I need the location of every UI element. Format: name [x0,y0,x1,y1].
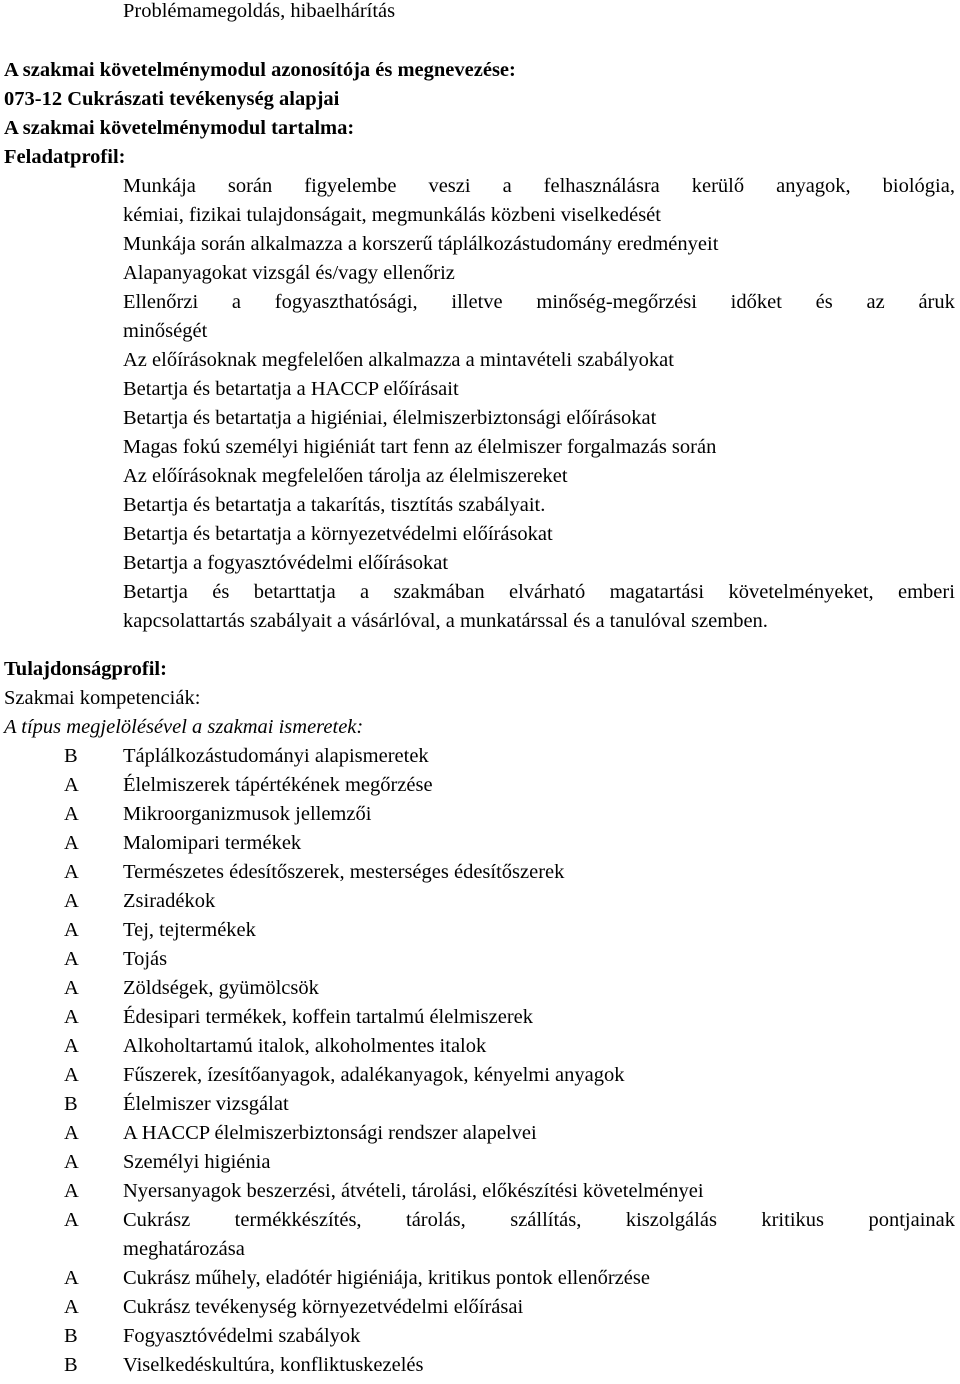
knowledge-type: A [64,1296,79,1318]
word: minőség-megőrzési [536,291,697,313]
property-profile-label: Tulajdonságprofil: [4,658,167,680]
word: az [866,291,885,313]
task-item: Az előírásoknak megfelelően tárolja az élelmiszereket [123,465,568,487]
word: Betartja [123,581,188,603]
task-item: Betartja és betartatja a higiéniai, élelmiszerbiztonsági előírásokat [123,407,657,429]
task-item: Magas fokú személyi higiéniát tart fenn az élelmiszer forgalmazás során [123,436,717,458]
task-item [123,288,955,317]
word: követelményeket, [728,581,874,603]
task-item: Betartja és betartatja a HACCP előírásait [123,378,459,400]
knowledge-type: A [64,861,79,883]
word: áruk [918,291,955,313]
word: termékkészítés, [234,1209,362,1231]
knowledge-type: A [64,1180,79,1202]
knowledge-item: A HACCP élelmiszerbiztonsági rendszer alapelvei [123,1122,537,1144]
knowledge-item: Táplálkozástudományi alapismeretek [123,745,429,767]
task-profile-label: Feladatprofil: [4,146,126,168]
knowledge-item: Mikroorganizmusok jellemzői [123,803,372,825]
knowledge-item: Zsiradékok [123,890,216,912]
knowledge-item: Nyersanyagok beszerzési, átvételi, tárolási, előkészítési követelményei [123,1180,704,1202]
task-item: Betartja és betartatja a környezetvédelmi előírásokat [123,523,553,545]
word: és [815,291,833,313]
knowledge-item: Viselkedéskultúra, konfliktuskezelés [123,1354,424,1376]
knowledge-type: A [64,774,79,796]
knowledge-type: B [64,1325,78,1347]
knowledge-item: Malomipari termékek [123,832,302,854]
knowledge-item: Tej, tejtermékek [123,919,256,941]
task-item [123,578,955,607]
task-item: Betartja a fogyasztóvédelmi előírásokat [123,552,449,574]
task-item: Munkája során alkalmazza a korszerű táplálkozástudomány eredményeit [123,233,719,255]
module-content-label: A szakmai követelménymodul tartalma: [4,117,355,139]
module-id-value: 073-12 Cukrászati tevékenység alapjai [4,88,340,110]
knowledge-type: A [64,890,79,912]
section-title: Problémamegoldás, hibaelhárítás [123,0,396,22]
word: kritikus [761,1209,825,1231]
word: és [212,581,230,603]
word: felhasználásra [543,175,660,197]
word: a [231,291,241,313]
word: kiszolgálás [625,1209,717,1231]
knowledge-type: A [64,948,79,970]
knowledge-type: A [64,919,79,941]
knowledge-item: Alkoholtartamú italok, alkoholmentes italok [123,1035,487,1057]
word: veszi [428,175,471,197]
knowledge-item: Természetes édesítőszerek, mesterséges édesítőszerek [123,861,565,883]
word: időket [730,291,782,313]
knowledge-type: A [64,1267,79,1289]
word: pontjainak [868,1209,955,1231]
task-item: kémiai, fizikai tulajdonságait, megmunkálás közbeni viselkedését [123,204,661,226]
word: fogyaszthatósági, [274,291,418,313]
knowledge-item: Fűszerek, ízesítőanyagok, adalékanyagok, kényelmi anyagok [123,1064,625,1086]
task-item: Alapanyagokat vizsgál és/vagy ellenőriz [123,262,455,284]
word: figyelembe [304,175,397,197]
word: Cukrász [123,1209,191,1231]
knowledge-item: Élelmiszer vizsgálat [123,1093,289,1115]
word: Ellenőrzi [123,291,199,313]
knowledge-type: B [64,745,78,767]
knowledge-type: A [64,977,79,999]
word: illetve [451,291,503,313]
knowledge-item: Zöldségek, gyümölcsök [123,977,319,999]
task-item: Az előírásoknak megfelelően alkalmazza a mintavételi szabályokat [123,349,674,371]
knowledge-item: Fogyasztóvédelmi szabályok [123,1325,361,1347]
knowledge-type: A [64,1151,79,1173]
knowledge-item: Édesipari termékek, koffein tartalmú élelmiszerek [123,1006,534,1028]
word: elvárható [508,581,586,603]
knowledge-item: Személyi higiénia [123,1151,271,1173]
knowledge-type: A [64,803,79,825]
knowledge-item: Cukrász tevékenység környezetvédelmi előírásai [123,1296,524,1318]
knowledge-type: A [64,1035,79,1057]
word: a [502,175,512,197]
word: magatartási [609,581,705,603]
knowledge-item: meghatározása [123,1238,245,1260]
task-item: kapcsolattartás szabályait a vásárlóval, a munkatárssal és a tanulóval szemben. [123,610,768,632]
word: tárolás, [406,1209,466,1231]
knowledge-item [123,1206,955,1235]
word: a [360,581,370,603]
knowledge-item: Tojás [123,948,168,970]
knowledge-type: A [64,1122,79,1144]
word: kerülő [691,175,745,197]
word: betarttatja [253,581,336,603]
task-item [123,172,955,201]
knowledge-type: A [64,1064,79,1086]
word: szállítás, [510,1209,582,1231]
knowledge-item: Cukrász műhely, eladótér higiéniája, kritikus pontok ellenőrzése [123,1267,650,1289]
knowledge-type: A [64,832,79,854]
word: anyagok, [776,175,851,197]
task-item: minőségét [123,320,208,342]
task-item: Betartja és betartatja a takarítás, tisztítás szabályait. [123,494,546,516]
word: Munkája [123,175,196,197]
knowledge-type: A [64,1006,79,1028]
knowledge-type: A [64,1209,79,1231]
knowledge-type: B [64,1093,78,1115]
knowledge-item: Élelmiszerek tápértékének megőrzése [123,774,433,796]
word: biológia, [882,175,955,197]
module-id-label: A szakmai követelménymodul azonosítója és megnevezése: [4,59,516,81]
competencies-label: Szakmai kompetenciák: [4,687,201,709]
knowledge-type: B [64,1354,78,1376]
knowledge-label: A típus megjelölésével a szakmai ismeretek: [4,716,364,738]
word: során [227,175,273,197]
word: szakmában [393,581,485,603]
word: emberi [898,581,955,603]
